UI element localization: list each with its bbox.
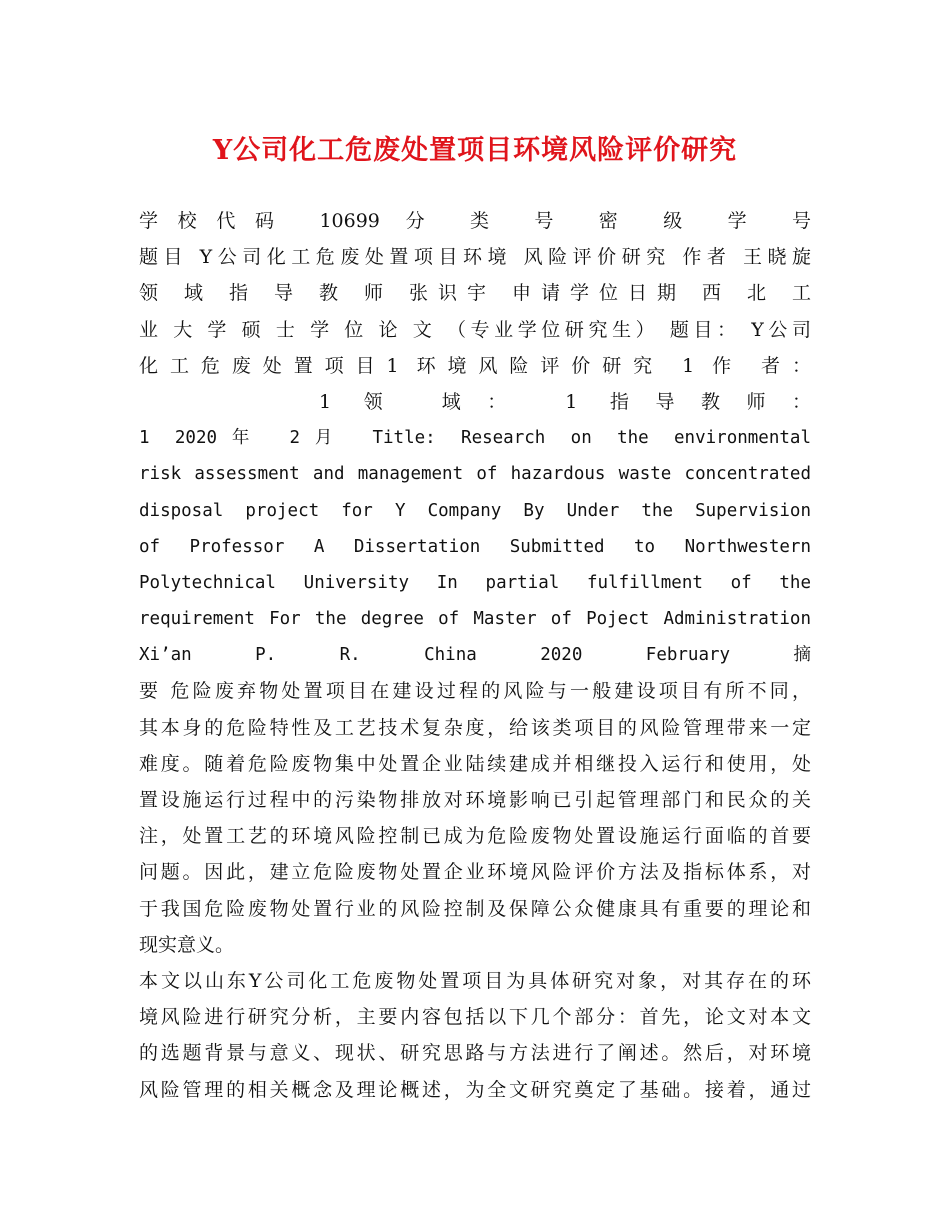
cover-line: risk assessment and management of hazardous waste concentrated <box>139 464 811 485</box>
body-line: 本文以山东Y公司化工危废物处置项目为具体研究对象，对其存在的环 <box>139 969 811 992</box>
abstract-line: 现实意义。 <box>139 933 235 956</box>
cover-line: 题目 Y公司化工危废处置项目环境 风险评价研究 作者 王晓旋 <box>139 246 811 269</box>
body-line: 的选题背景与意义、现状、研究思路与方法进行了阐述。然后，对环境 <box>139 1042 811 1065</box>
body-line: 境风险进行研究分析，主要内容包括以下几个部分：首先，论文对本文 <box>139 1006 811 1029</box>
cover-line: 学校代码 10699 分 类 号 密 级 学 号 <box>139 210 811 232</box>
abstract-line: 其本身的危险特性及工艺技术复杂度，给该类项目的风险管理带来一定 <box>139 716 811 739</box>
cover-line: of Professor A Dissertation Submitted to Northwestern <box>139 536 811 557</box>
document-title: Y公司化工危废处置项目环境风险评价研究 <box>212 135 738 166</box>
cover-line: 化工危废处置项目1 环境风险评价研究 1 作 者： <box>139 354 811 377</box>
cover-line: 业 大 学 硕 士 学 位 论 文 （专业学位研究生） 题目： Y公司 <box>139 318 811 341</box>
cover-line: 1 2020年 2月 Title: Research on the environmental <box>139 428 811 449</box>
cover-line: 领 域 指 导 教 师 张识宇 申请学位日期 西 北 工 <box>139 282 811 305</box>
abstract-line: 注，处置工艺的环境风险控制已成为危险废物处置设施运行面临的首要 <box>139 825 811 848</box>
abstract-line: 置设施运行过程中的污染物排放对环境影响已引起管理部门和民众的关 <box>139 789 811 811</box>
cover-line: Polytechnical University In partial fulfillment of the <box>139 572 811 593</box>
abstract-line: 要 危险废弃物处置项目在建设过程的风险与一般建设项目有所不同， <box>139 680 811 703</box>
abstract-line: 于我国危险废物处置行业的风险控制及保障公众健康具有重要的理论和 <box>139 897 811 920</box>
cover-info-block <box>139 203 811 1108</box>
cover-line: 1 领 域： 1 指导教师： <box>319 390 811 413</box>
body-line: 风险管理的相关概念及理论概述，为全文研究奠定了基础。接着，通过 <box>139 1078 811 1101</box>
abstract-line: 问题。因此，建立危险废物处置企业环境风险评价方法及指标体系，对 <box>139 861 811 884</box>
cover-line: Xi’an P. R. China 2020 February 摘 <box>139 645 811 666</box>
abstract-line: 难度。随着危险废物集中处置企业陆续建成并相继投入运行和使用，处 <box>139 752 811 775</box>
cover-line: disposal project for Y Company By Under the Supervision <box>139 500 811 521</box>
cover-line: requirement For the degree of Master of Poject Administration <box>139 609 811 630</box>
